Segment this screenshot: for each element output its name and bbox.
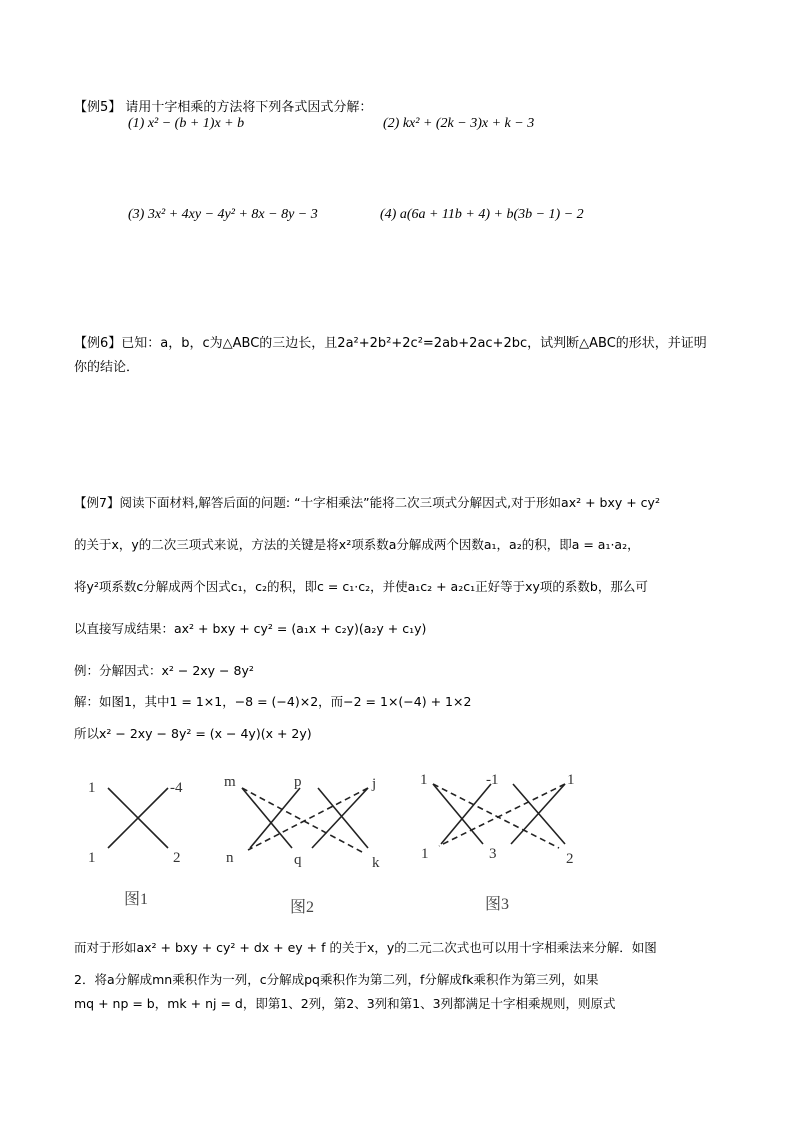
fig3-caption: 图3 [485,896,510,913]
fig1-bottom-left: 1 [88,850,96,866]
fig2-top-left: m [224,774,236,790]
ex7-line-3: 将y²项系数c分解成两个因式c₁，c₂的积，即c = c₁·c₂，并使a₁c₂ + a₂c₁正好等于xy项的系数b，那么可 [74,579,648,594]
figure-2-cross [220,770,390,870]
fig3-top-middle: -1 [486,772,499,788]
ex7-example: 例：分解因式：x² − 2xy − 8y² [74,663,254,678]
fig3-top-left: 1 [420,772,428,788]
ex5-item-2: (2) kx² + (2k − 3)x + k − 3 [383,116,535,131]
ex7-text-1: 阅读下面材料,解答后面的问题: “十字相乘法”能将二次三项式分解因式,对于形如ax² + bxy + cy² [119,495,660,510]
ex5-item-1: (1) x² − (b + 1)x + b [128,116,245,131]
fig1-top-right: -4 [170,780,183,796]
ex7-line-4: 以直接写成结果：ax² + bxy + cy² = (a₁x + c₂y)(a₂y + c₁y) [74,621,427,636]
ex6-text-1: 已知：a，b，c为△ABC的三边长，且2a²+2b²+2c²=2ab+2ac+2bc，试判断△ABC的形状，并证明 [121,336,707,351]
fig2-bottom-left: n [226,850,234,866]
ex5-item-3: (3) 3x² + 4xy − 4y² + 8x − 8y − 3 [128,207,318,222]
ex6-line-1 [74,332,707,351]
figure-3-cross [415,768,585,868]
fig1-caption: 图1 [124,891,149,908]
fig3-top-right: 1 [567,772,575,788]
fig2-top-right: j [372,776,377,792]
fig1-top-left: 1 [88,780,96,796]
fig3-bottom-right: 2 [566,851,574,867]
ex7-after-line-1: 而对于形如ax² + bxy + cy² + dx + ey + f 的关于x，y的二元二次式也可以用十字相乘法来分解．如图 [74,940,657,955]
ex6-line-2: 你的结论． [74,360,140,375]
ex5-heading [74,96,372,115]
ex7-solution: 解：如图1，其中1 = 1×1，−8 = (−4)×2，而−2 = 1×(−4) + 1×2 [74,694,472,709]
fig3-bottom-middle: 3 [489,846,497,862]
fig2-top-middle: p [294,774,302,790]
ex5-item-4: (4) a(6a + 11b + 4) + b(3b − 1) − 2 [380,207,584,222]
fig3-bottom-left: 1 [421,846,429,862]
fig2-caption: 图2 [290,899,315,916]
fig1-bottom-right: 2 [173,850,181,866]
fig2-bottom-right: k [372,855,380,871]
ex5-label: 【例5】 [74,100,122,115]
ex6-label: 【例6】 [74,336,122,351]
fig2-bottom-middle: q [294,852,302,868]
ex7-line-1 [74,493,660,511]
ex7-result: 所以x² − 2xy − 8y² = (x − 4y)(x + 2y) [74,726,312,741]
ex7-after-line-3: mq + np = b，mk + nj = d，即第1、2列，第2、3列和第1、3列都满足十字相乘规则，则原式 [74,996,616,1011]
ex7-line-2: 的关于x，y的二次三项式来说，方法的关键是将x²项系数a分解成两个因数a₁，a₂的积，即a = a₁·a₂， [74,537,640,552]
ex7-label: 【例7】 [74,495,120,510]
ex5-prompt: 请用十字相乘的方法将下列各式因式分解： [125,100,373,115]
ex7-after-line-2: 2．将a分解成mn乘积作为一列，c分解成pq乘积作为第二列，f分解成fk乘积作为第三列，如果 [74,972,599,987]
